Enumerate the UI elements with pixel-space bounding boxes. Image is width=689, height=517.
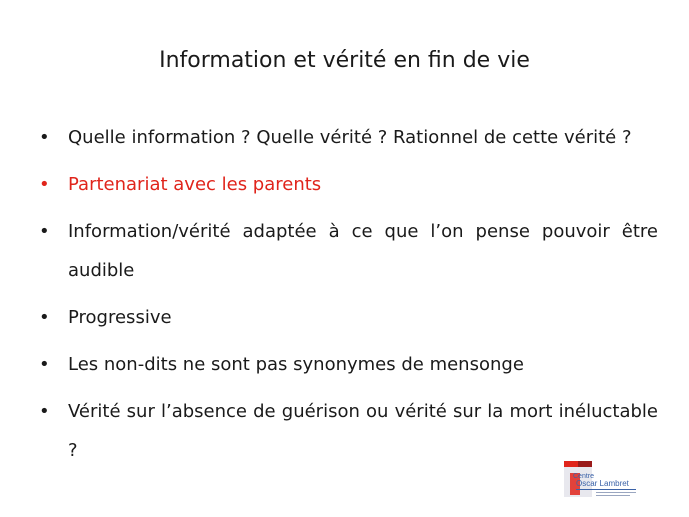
- bullet-text: Partenariat avec les parents: [68, 174, 322, 195]
- bullet-text: Information/vérité adaptée à ce que l’on pense pouvoir être audible: [68, 221, 658, 281]
- bullet-dot-icon: •: [39, 401, 50, 422]
- oscar-lambret-logo-icon: [562, 459, 642, 501]
- bullet-item: [36, 212, 658, 290]
- slide-title: Information et vérité en fin de vie: [159, 48, 530, 73]
- bullet-item: [36, 118, 658, 157]
- bullet-text: Les non-dits ne sont pas synonymes de mensonge: [68, 354, 524, 375]
- logo-line2: Oscar Lambret: [576, 479, 629, 488]
- bullet-list: [36, 118, 658, 478]
- bullet-text: Quelle information ? Quelle vérité ? Rationnel de cette vérité ?: [68, 127, 632, 148]
- bullet-text: Progressive: [68, 307, 172, 328]
- bullet-dot-icon: •: [39, 127, 50, 148]
- logo-line1: Centre: [573, 473, 595, 480]
- bullet-text: Vérité sur l’absence de guérison ou vérité sur la mort inéluctable ?: [68, 401, 658, 461]
- bullet-dot-icon: •: [39, 307, 50, 328]
- bullet-dot-icon: •: [39, 221, 50, 242]
- bullet-item-highlighted: [36, 165, 658, 204]
- bullet-dot-icon: •: [39, 354, 50, 375]
- bullet-dot-icon: •: [39, 174, 50, 195]
- bullet-item: [36, 298, 658, 337]
- bullet-item: [36, 345, 658, 384]
